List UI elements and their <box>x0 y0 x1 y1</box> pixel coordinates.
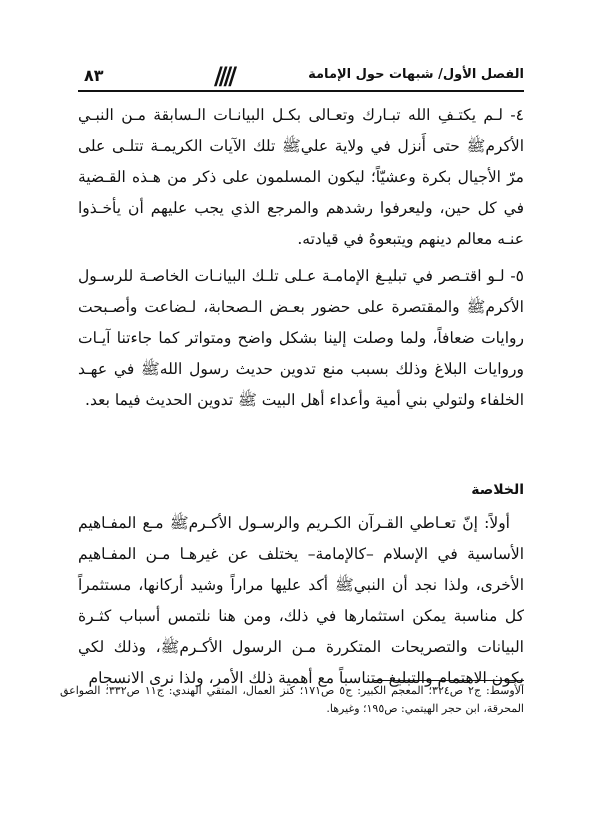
summary-text <box>78 508 524 694</box>
paragraph-4: ٤- لـم يكتـفِ الله تبـارك وتعـالى بكـل البيانـات الـسابقة مـن النبـي الأكرمﷺ حتى أَنزل في ولاية عليﷺ تلك الآيات الكريمـة تتلـى على مرّ الأجيال بكرة وعشيّاً؛ ليكون المسلمون على ذكر من هـذه القـضية في كل حين، وليعرفوا رشدهم والمرجع الذي يجب عليهم أن يأخـذوا عنـه معالم دينهم ويتبعوهُ في قيادته. <box>78 106 524 248</box>
header-slash-ornament: //// <box>214 62 234 90</box>
footnote-rule <box>374 680 524 681</box>
page-number: ٨٣ <box>84 66 104 85</box>
main-text <box>78 100 524 416</box>
section-heading: الخلاصة <box>471 482 524 498</box>
paragraph-5: ٥- لـو اقتـصر في تبليـغ الإمامـة عـلى تلـك البيانـات الخاصـة للرسـول الأكرمﷺ والمقتصرة على حضور بعـض الـصحابة، لـضاعت وأصـبحت روايات ضعافاً، ولما وصلت إلينا بشكل واضح ومتواتر كما جاءتنا آيـات وروايات البلاغ وذلك بسبب منع تدوين حديث رسول اللهﷺ في عهـد الخلفاء ولتولي بني أمية وأعداء أهل البيت ﷺ تدوين الحديث فيما بعد. <box>78 267 524 409</box>
summary-paragraph: أولاً: إنّ تعـاطي القـرآن الكـريم والرسـول الأكـرمﷺ مـع المفـاهيم الأساسية في الإسلام –كالإمامة– يختلف عن غيرهـا مـن المفـاهيم الأخرى، ولذا نجد أن النبيﷺ أكد عليها مراراً وشيد أركانها، مستثمراً كل مناسبة يمكن استثمارها في ذلك، ومن هنا نلتمس أسباب كثـرة البيانات والتصريحات المتكررة مـن الرسول الأكـرمﷺ، وذلك لكي يكون الاهتمام والتبليغ متناسباً مع أهمية ذلك الأمر، ولذا نرى الانسجام <box>78 514 524 687</box>
page-header <box>78 62 524 90</box>
header-rule <box>78 90 524 92</box>
footnote: الأوسط: ج٢ ص٣٢٤؛ المعجم الكبير: ج٥ ص١٧١؛ كنز العمال، المتقي الهندي: ج١١ ص٣٣٢؛ الصواعق المحرقة، ابن حجر الهيتمي: ص١٩٥؛ وغيرها. <box>60 684 525 715</box>
chapter-title: الفصل الأول/ شبهات حول الإمامة <box>308 67 524 82</box>
